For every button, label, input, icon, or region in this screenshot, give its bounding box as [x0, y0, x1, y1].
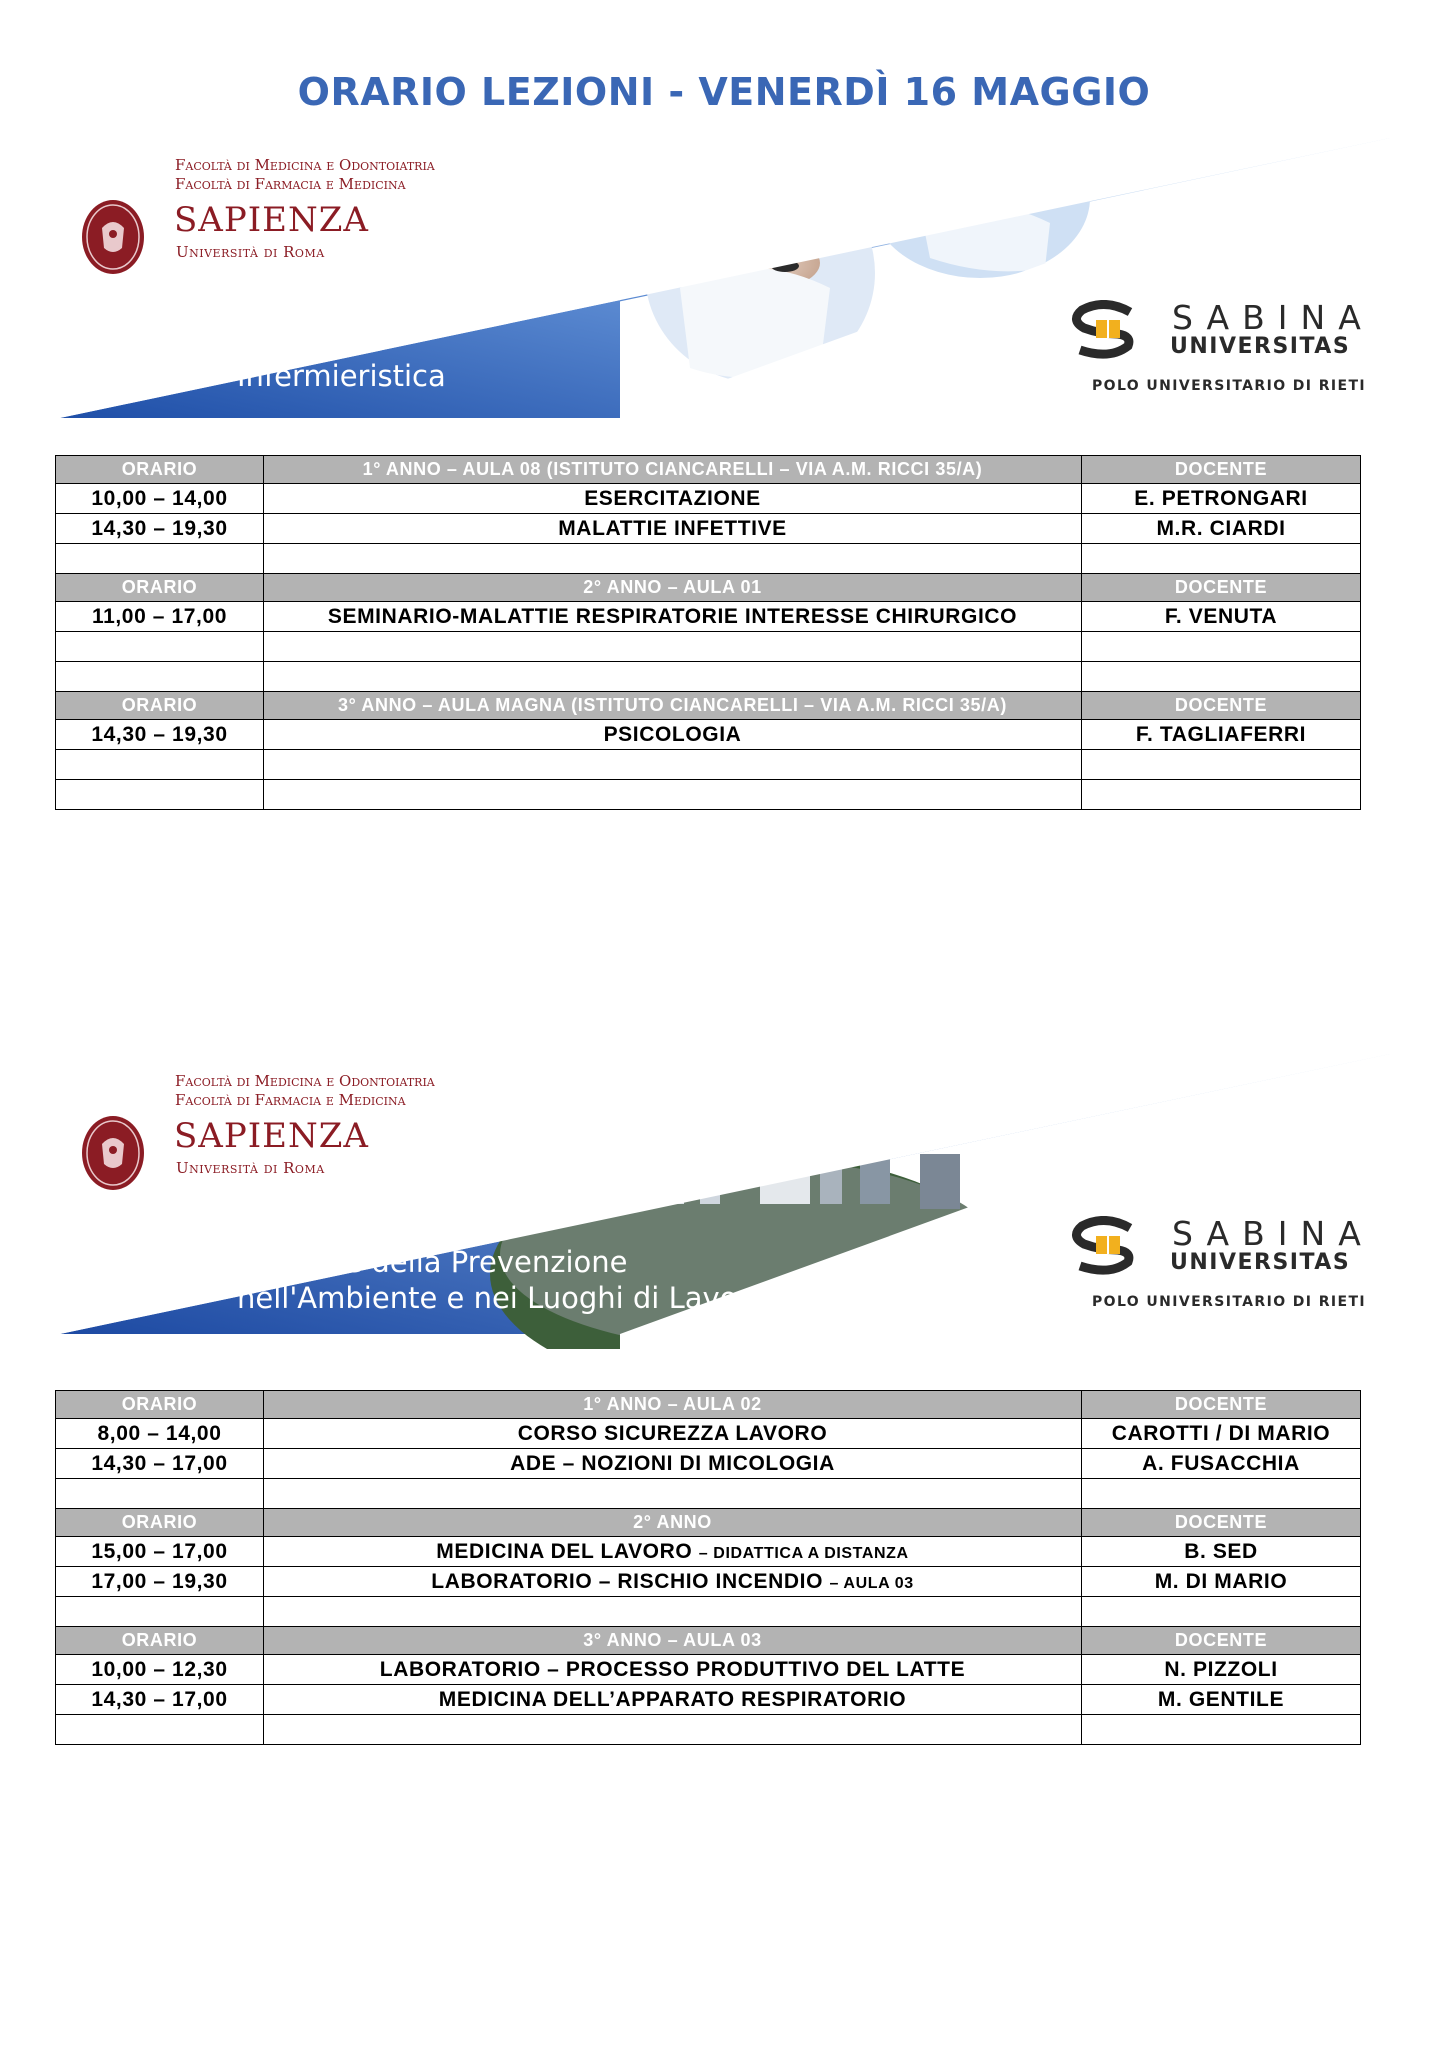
course-name-line-1: Tecniche della Prevenzione [237, 1245, 628, 1279]
faculty-names [175, 156, 435, 194]
cell-materia [264, 1567, 1082, 1597]
header-orario: ORARIO [56, 574, 264, 602]
header-docente: DOCENTE [1082, 1509, 1361, 1537]
header-aula: 3° ANNO – AULA MAGNA (ISTITUTO CIANCARELLI – VIA A.M. RICCI 35/A) [264, 692, 1082, 720]
course-name [237, 1244, 766, 1316]
cell-orario: 10,00 – 12,30 [56, 1655, 264, 1685]
table-header-row [56, 1391, 1361, 1419]
cell-materia: ESERCITAZIONE [264, 484, 1082, 514]
table-row-empty [56, 632, 1361, 662]
header-aula: 1° ANNO – AULA 08 (ISTITUTO CIANCARELLI – VIA A.M. RICCI 35/A) [264, 456, 1082, 484]
cell-materia: MEDICINA DELL’APPARATO RESPIRATORIO [264, 1685, 1082, 1715]
header-docente: DOCENTE [1082, 1627, 1361, 1655]
sabina-wordmark: SABINA [1172, 1214, 1374, 1253]
cell-docente: CAROTTI / DI MARIO [1082, 1419, 1361, 1449]
universita-di-roma: Università di Roma [176, 243, 325, 261]
cell-orario: 14,30 – 17,00 [56, 1449, 264, 1479]
cell-docente: M. GENTILE [1082, 1685, 1361, 1715]
table-row [56, 1537, 1361, 1567]
table-row [56, 1685, 1361, 1715]
faculty-line-1: Facoltà di Medicina e Odontoiatria [175, 156, 435, 174]
table-header-row [56, 1627, 1361, 1655]
cell-docente: F. TAGLIAFERRI [1082, 720, 1361, 750]
table-header-row [56, 574, 1361, 602]
polo-rieti: POLO UNIVERSITARIO DI RIETI [1092, 1294, 1367, 1310]
header-aula: 2° ANNO – AULA 01 [264, 574, 1082, 602]
sapienza-wordmark: SAPIENZA [174, 200, 369, 240]
universitas-wordmark: UNIVERSITAS [1170, 1250, 1351, 1275]
cell-materia: LABORATORIO – PROCESSO PRODUTTIVO DEL LATTE [264, 1655, 1082, 1685]
cell-docente: B. SED [1082, 1537, 1361, 1567]
cell-orario: 14,30 – 19,30 [56, 514, 264, 544]
sapienza-seal-icon [80, 1114, 146, 1192]
header-orario: ORARIO [56, 1509, 264, 1537]
table-row [56, 1655, 1361, 1685]
table-row-empty [56, 1479, 1361, 1509]
cell-materia [264, 1537, 1082, 1567]
table-row [56, 484, 1361, 514]
faculty-line-2: Facoltà di Farmacia e Medicina [175, 175, 406, 193]
cell-materia: CORSO SICUREZZA LAVORO [264, 1419, 1082, 1449]
cell-docente: E. PETRONGARI [1082, 484, 1361, 514]
table-header-row [56, 692, 1361, 720]
table-header-row [56, 1509, 1361, 1537]
sabina-logo-icon [1070, 300, 1140, 360]
sabina-logo-icon [1070, 1216, 1140, 1276]
table-header-row [56, 456, 1361, 484]
cell-docente: M.R. CIARDI [1082, 514, 1361, 544]
cell-materia: ADE – NOZIONI DI MICOLOGIA [264, 1449, 1082, 1479]
table-row-empty [56, 1597, 1361, 1627]
cell-orario: 8,00 – 14,00 [56, 1419, 264, 1449]
cell-orario: 14,30 – 17,00 [56, 1685, 264, 1715]
header-orario: ORARIO [56, 692, 264, 720]
header-orario: ORARIO [56, 1391, 264, 1419]
materia-text: LABORATORIO – RISCHIO INCENDIO [431, 1569, 824, 1593]
cell-materia: SEMINARIO-MALATTIE RESPIRATORIE INTERESSE CHIRURGICO [264, 602, 1082, 632]
header-orario: ORARIO [56, 1627, 264, 1655]
table-row [56, 602, 1361, 632]
schedule-table-infermieristica [55, 455, 1361, 810]
materia-text: MEDICINA DEL LAVORO [436, 1539, 693, 1563]
cell-docente: N. PIZZOLI [1082, 1655, 1361, 1685]
materia-note: – AULA 03 [829, 1574, 914, 1592]
cell-orario: 15,00 – 17,00 [56, 1537, 264, 1567]
table-row [56, 1449, 1361, 1479]
cell-orario: 14,30 – 19,30 [56, 720, 264, 750]
header-docente: DOCENTE [1082, 692, 1361, 720]
table-row-empty [56, 1715, 1361, 1745]
faculty-names [175, 1072, 435, 1110]
materia-note: – DIDATTICA A DISTANZA [698, 1544, 909, 1562]
schedule-table-prevenzione [55, 1390, 1361, 1745]
universita-di-roma: Università di Roma [176, 1159, 325, 1177]
table-row [56, 514, 1361, 544]
table-row-empty [56, 544, 1361, 574]
page-title: ORARIO LEZIONI - VENERDÌ 16 MAGGIO [297, 70, 1151, 114]
table-row [56, 720, 1361, 750]
cell-docente: A. FUSACCHIA [1082, 1449, 1361, 1479]
banner-infermieristica [60, 138, 1390, 433]
sapienza-wordmark: SAPIENZA [174, 1116, 369, 1156]
cell-orario: 10,00 – 14,00 [56, 484, 264, 514]
cell-materia: PSICOLOGIA [264, 720, 1082, 750]
cell-orario: 17,00 – 19,30 [56, 1567, 264, 1597]
faculty-line-1: Facoltà di Medicina e Odontoiatria [175, 1072, 435, 1090]
header-docente: DOCENTE [1082, 1391, 1361, 1419]
table-row-empty [56, 780, 1361, 810]
faculty-line-2: Facoltà di Farmacia e Medicina [175, 1091, 406, 1109]
table-row-empty [56, 662, 1361, 692]
header-aula: 2° ANNO [264, 1509, 1082, 1537]
sapienza-seal-icon [80, 198, 146, 276]
table-row-empty [56, 750, 1361, 780]
header-docente: DOCENTE [1082, 456, 1361, 484]
header-docente: DOCENTE [1082, 574, 1361, 602]
table-row [56, 1419, 1361, 1449]
course-name-line-2: nell'Ambiente e nei Luoghi di Lavoro [237, 1281, 767, 1315]
cell-docente: M. DI MARIO [1082, 1567, 1361, 1597]
cell-materia: MALATTIE INFETTIVE [264, 514, 1082, 544]
course-name: Infermieristica [237, 359, 446, 393]
polo-rieti: POLO UNIVERSITARIO DI RIETI [1092, 378, 1367, 394]
cell-docente: F. VENUTA [1082, 602, 1361, 632]
universitas-wordmark: UNIVERSITAS [1170, 334, 1351, 359]
banner-prevenzione [60, 1054, 1390, 1349]
header-aula: 1° ANNO – AULA 02 [264, 1391, 1082, 1419]
sabina-wordmark: SABINA [1172, 298, 1374, 337]
table-row [56, 1567, 1361, 1597]
header-orario: ORARIO [56, 456, 264, 484]
header-aula: 3° ANNO – AULA 03 [264, 1627, 1082, 1655]
cell-orario: 11,00 – 17,00 [56, 602, 264, 632]
